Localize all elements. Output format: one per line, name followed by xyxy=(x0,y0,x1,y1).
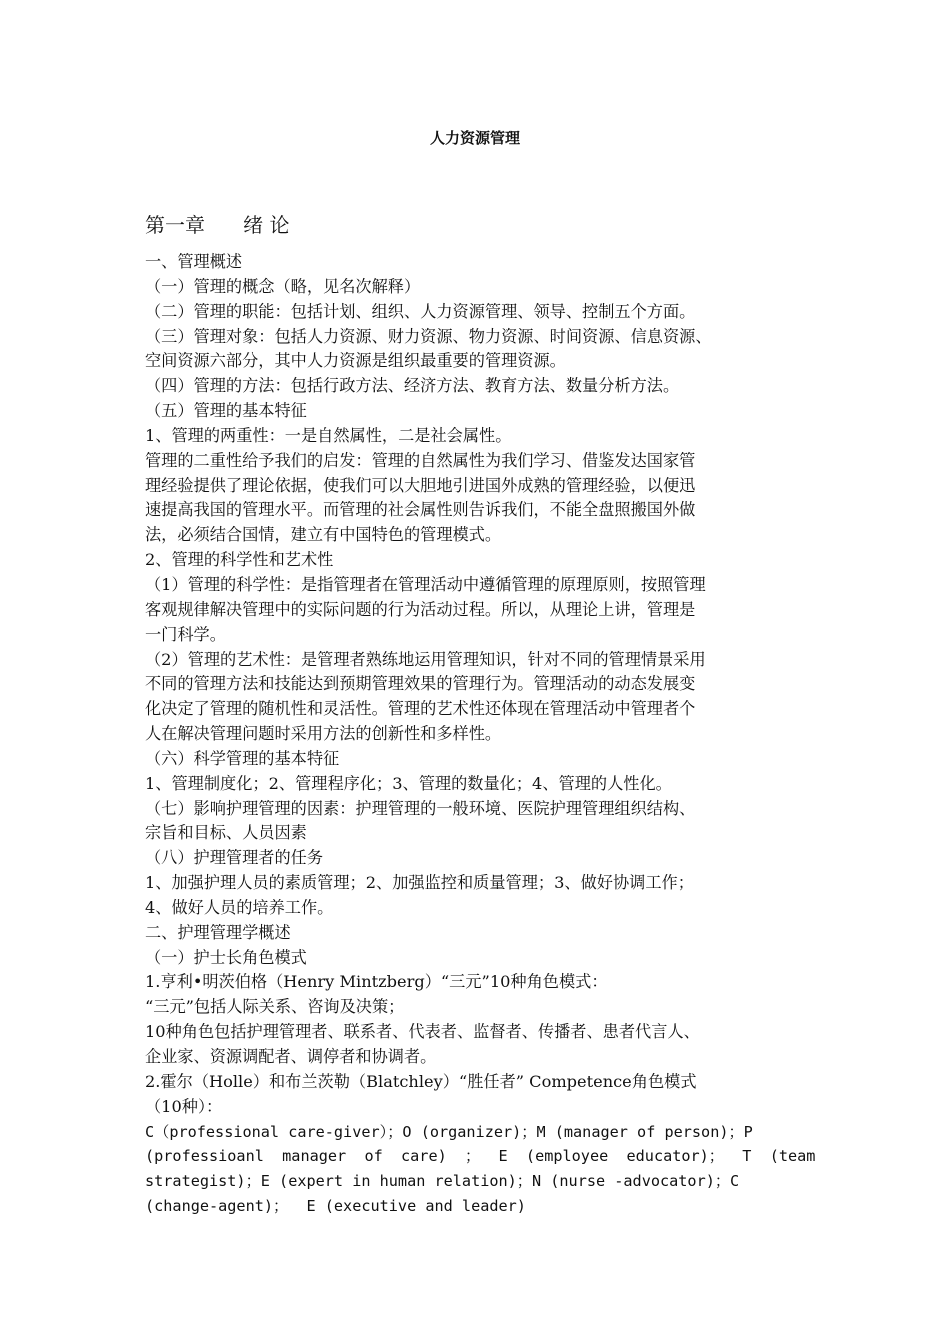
text-line: （五）管理的基本特征 xyxy=(145,401,307,421)
text-line: 一门科学。 xyxy=(145,624,226,644)
chapter-heading: 第一章 绪 论 xyxy=(145,213,290,237)
text-line: （六）科学管理的基本特征 xyxy=(145,748,340,768)
text-line: （四）管理的方法：包括行政方法、经济方法、教育方法、数量分析方法。 xyxy=(145,376,680,396)
text-line: 宗旨和目标、人员因素 xyxy=(145,823,307,843)
text-line: 企业家、资源调配者、调停者和协调者。 xyxy=(145,1047,437,1066)
text-line: （二）管理的职能：包括计划、组织、人力资源管理、领导、控制五个方面。 xyxy=(145,301,696,321)
text-line: 理经验提供了理论依据，使我们可以大胆地引进国外成熟的管理经验，以便迅 xyxy=(145,475,696,495)
text-line: （八）护理管理者的任务 xyxy=(145,848,324,868)
text-line: 不同的管理方法和技能达到预期管理效果的管理行为。管理活动的动态发展变 xyxy=(145,674,696,694)
text-line: “三元”包括人际关系、咨询及决策； xyxy=(145,997,405,1017)
text-line: （1）管理的科学性：是指管理者在管理活动中遵循管理的原理原则，按照管理 xyxy=(145,574,706,594)
text-line: 1、管理制度化；2、管理程序化；3、管理的数量化；4、管理的人性化。 xyxy=(145,773,672,793)
document-title: 人力资源管理 xyxy=(429,129,520,147)
text-line: 4、做好人员的培养工作。 xyxy=(145,897,334,917)
text-line: C（professional care-giver）；O (organizer)；M (manager of person)；P xyxy=(145,1122,753,1141)
text-line: 管理的二重性给予我们的启发：管理的自然属性为我们学习、借鉴发达国家管 xyxy=(145,450,696,470)
text-line: 1.亨利•明茨伯格（Henry Mintzberg）“三元”10种角色模式： xyxy=(145,972,608,992)
text-line: strategist)；E (expert in human relation)；N (nurse -advocator)；C xyxy=(145,1172,740,1191)
text-line: 1、管理的两重性：一是自然属性，二是社会属性。 xyxy=(145,425,512,445)
text-line: 二、护理管理学概述 xyxy=(145,922,291,942)
text-line: 一、管理概述 xyxy=(145,252,243,271)
text-line: 法，必须结合国情，建立有中国特色的管理模式。 xyxy=(145,525,502,545)
text-line: 化决定了管理的随机性和灵活性。管理的艺术性还体现在管理活动中管理者个 xyxy=(145,699,696,719)
text-line: 2、管理的科学性和艺术性 xyxy=(145,550,334,570)
text-line: （10种）： xyxy=(145,1096,223,1116)
text-line: 1、加强护理人员的素质管理；2、加强监控和质量管理；3、做好协调工作； xyxy=(145,873,694,893)
text-line: 空间资源六部分，其中人力资源是组织最重要的管理资源。 xyxy=(145,351,566,371)
text-line: （一）护士长角色模式 xyxy=(145,947,307,967)
text-line: 10种角色包括护理管理者、联系者、代表者、监督者、传播者、患者代言人、 xyxy=(145,1022,700,1042)
text-line: （七）影响护理管理的因素：护理管理的一般环境、医院护理管理组织结构、 xyxy=(145,798,696,818)
text-line: (professioanl manager of care) ； E (employee educator)； T (team xyxy=(145,1147,816,1166)
text-line: 2.霍尔（Holle）和布兰茨勒（Blatchley）“胜任者” Competence角色模式 xyxy=(145,1071,697,1091)
text-line: （三）管理对象：包括人力资源、财力资源、物力资源、时间资源、信息资源、 xyxy=(145,326,712,346)
text-line: 速提高我国的管理水平。而管理的社会属性则告诉我们，不能全盘照搬国外做 xyxy=(145,500,696,520)
text-line: （一）管理的概念（略，见名次解释） xyxy=(145,276,421,296)
document-body xyxy=(145,250,816,1219)
text-line: 客观规律解决管理中的实际问题的行为活动过程。所以，从理论上讲，管理是 xyxy=(145,599,696,619)
text-line: (change-agent)； E (executive and leader) xyxy=(145,1197,526,1216)
text-line: （2）管理的艺术性：是管理者熟练地运用管理知识，针对不同的管理情景采用 xyxy=(145,649,706,669)
text-line: 人在解决管理问题时采用方法的创新性和多样性。 xyxy=(145,724,502,744)
